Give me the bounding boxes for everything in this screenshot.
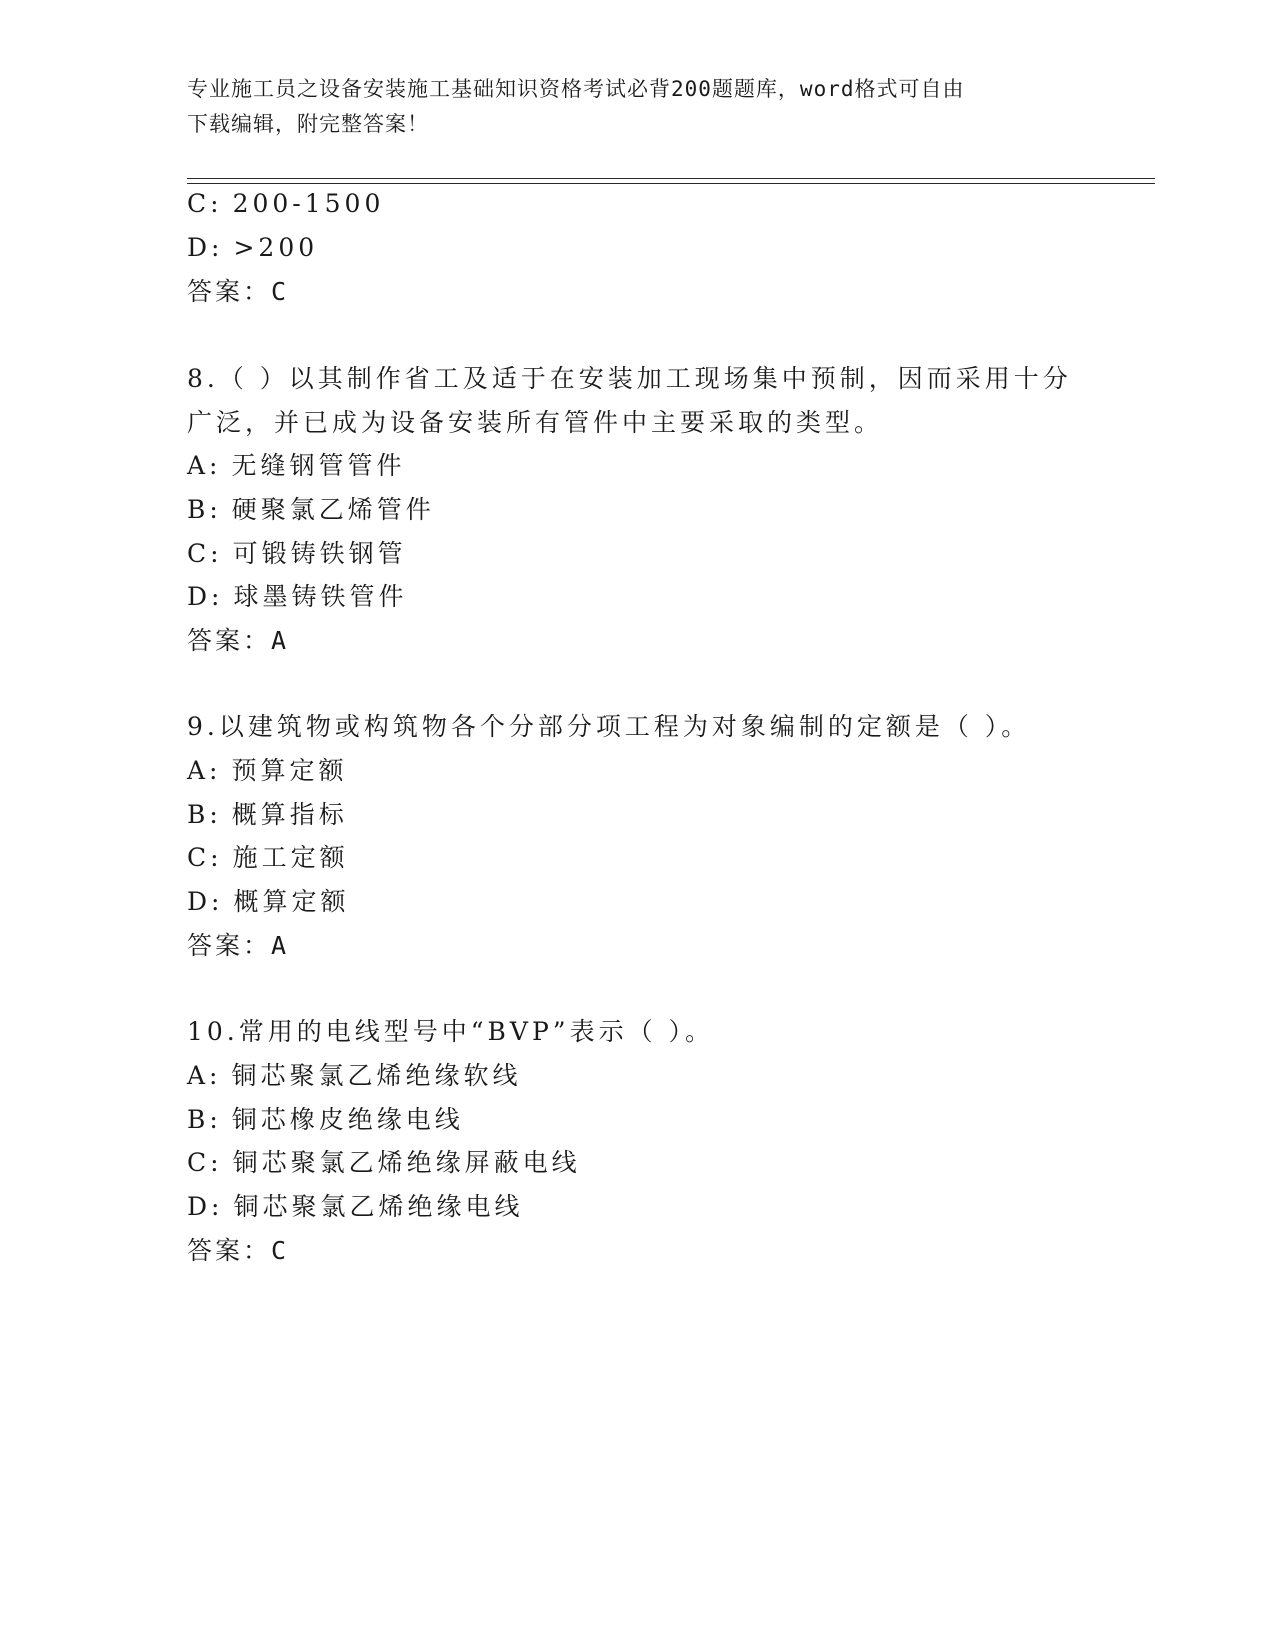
answer-label: 答案：: [187, 626, 272, 655]
option-item: [187, 1053, 522, 1099]
option-text: 概算指标: [231, 800, 348, 829]
question-stem-continued: 广泛，并已成为设备安装所有管件中主要采取的类型。: [187, 408, 884, 437]
option-text: 铜芯聚氯乙烯绝缘软线: [231, 1061, 522, 1090]
answer-line: [187, 923, 288, 969]
answer-value: C: [271, 1236, 289, 1265]
answer-value: A: [271, 931, 289, 960]
option-label: B:: [187, 1105, 222, 1134]
option-text: 铜芯聚氯乙烯绝缘电线: [233, 1192, 524, 1221]
answer-label: 答案：: [187, 277, 272, 306]
option-text: 球墨铸铁管件: [233, 582, 408, 611]
option-item: [187, 1097, 464, 1143]
option-text: 概算定额: [233, 887, 350, 916]
option-item: [187, 487, 435, 533]
option-text: 预算定额: [231, 756, 348, 785]
document-header: [187, 72, 1087, 142]
question-stem: 10.常用的电线型号中“BVP”表示（ ）。: [187, 1017, 715, 1046]
option-text: 无缝钢管管件: [231, 451, 406, 480]
option-label: D:: [187, 887, 224, 916]
answer-line: [187, 1228, 288, 1274]
question-stem: 8.（ ）以其制作省工及适于在安装加工现场集中预制，因而采用十分: [187, 364, 1072, 393]
answer-label: 答案：: [187, 1236, 272, 1265]
option-item: [187, 1140, 581, 1186]
option-item: [187, 225, 318, 271]
option-label: D:: [187, 1192, 224, 1221]
option-item: [187, 879, 349, 925]
option-item: [187, 531, 407, 577]
option-label: D:: [187, 233, 224, 262]
option-label: B:: [187, 495, 222, 524]
option-text: 200-1500: [232, 189, 385, 218]
option-item: [187, 835, 349, 881]
answer-value: A: [271, 626, 289, 655]
header-title-line-2: 下载编辑，附完整答案！: [187, 112, 429, 136]
header-divider-top: [187, 178, 1155, 179]
option-label: D:: [187, 582, 224, 611]
option-label: A:: [187, 451, 222, 480]
option-label: A:: [187, 1061, 222, 1090]
option-item: [187, 792, 348, 838]
option-label: A:: [187, 756, 222, 785]
answer-line: [187, 618, 288, 664]
option-text: 硬聚氯乙烯管件: [231, 495, 435, 524]
option-item: [187, 574, 407, 620]
option-label: C:: [187, 843, 223, 872]
option-item: [187, 181, 384, 227]
answer-line: [187, 269, 288, 315]
option-label: C:: [187, 539, 223, 568]
option-text: 铜芯橡皮绝缘电线: [231, 1105, 464, 1134]
answer-label: 答案：: [187, 931, 272, 960]
question-stem: 9.以建筑物或构筑物各个分部分项工程为对象编制的定额是（ ）。: [187, 712, 1031, 741]
option-item: [187, 748, 348, 794]
option-label: B:: [187, 800, 222, 829]
option-item: [187, 443, 406, 489]
header-title-line-1: 专业施工员之设备安装施工基础知识资格考试必背200题题库，word格式可自由: [187, 77, 965, 101]
option-text: 施工定额: [232, 843, 349, 872]
answer-value: C: [271, 277, 289, 306]
option-label: C:: [187, 189, 223, 218]
option-text: >200: [233, 233, 319, 262]
option-item: [187, 1184, 523, 1230]
option-label: C:: [187, 1148, 223, 1177]
option-text: 铜芯聚氯乙烯绝缘屏蔽电线: [232, 1148, 581, 1177]
option-text: 可锻铸铁钢管: [232, 539, 407, 568]
